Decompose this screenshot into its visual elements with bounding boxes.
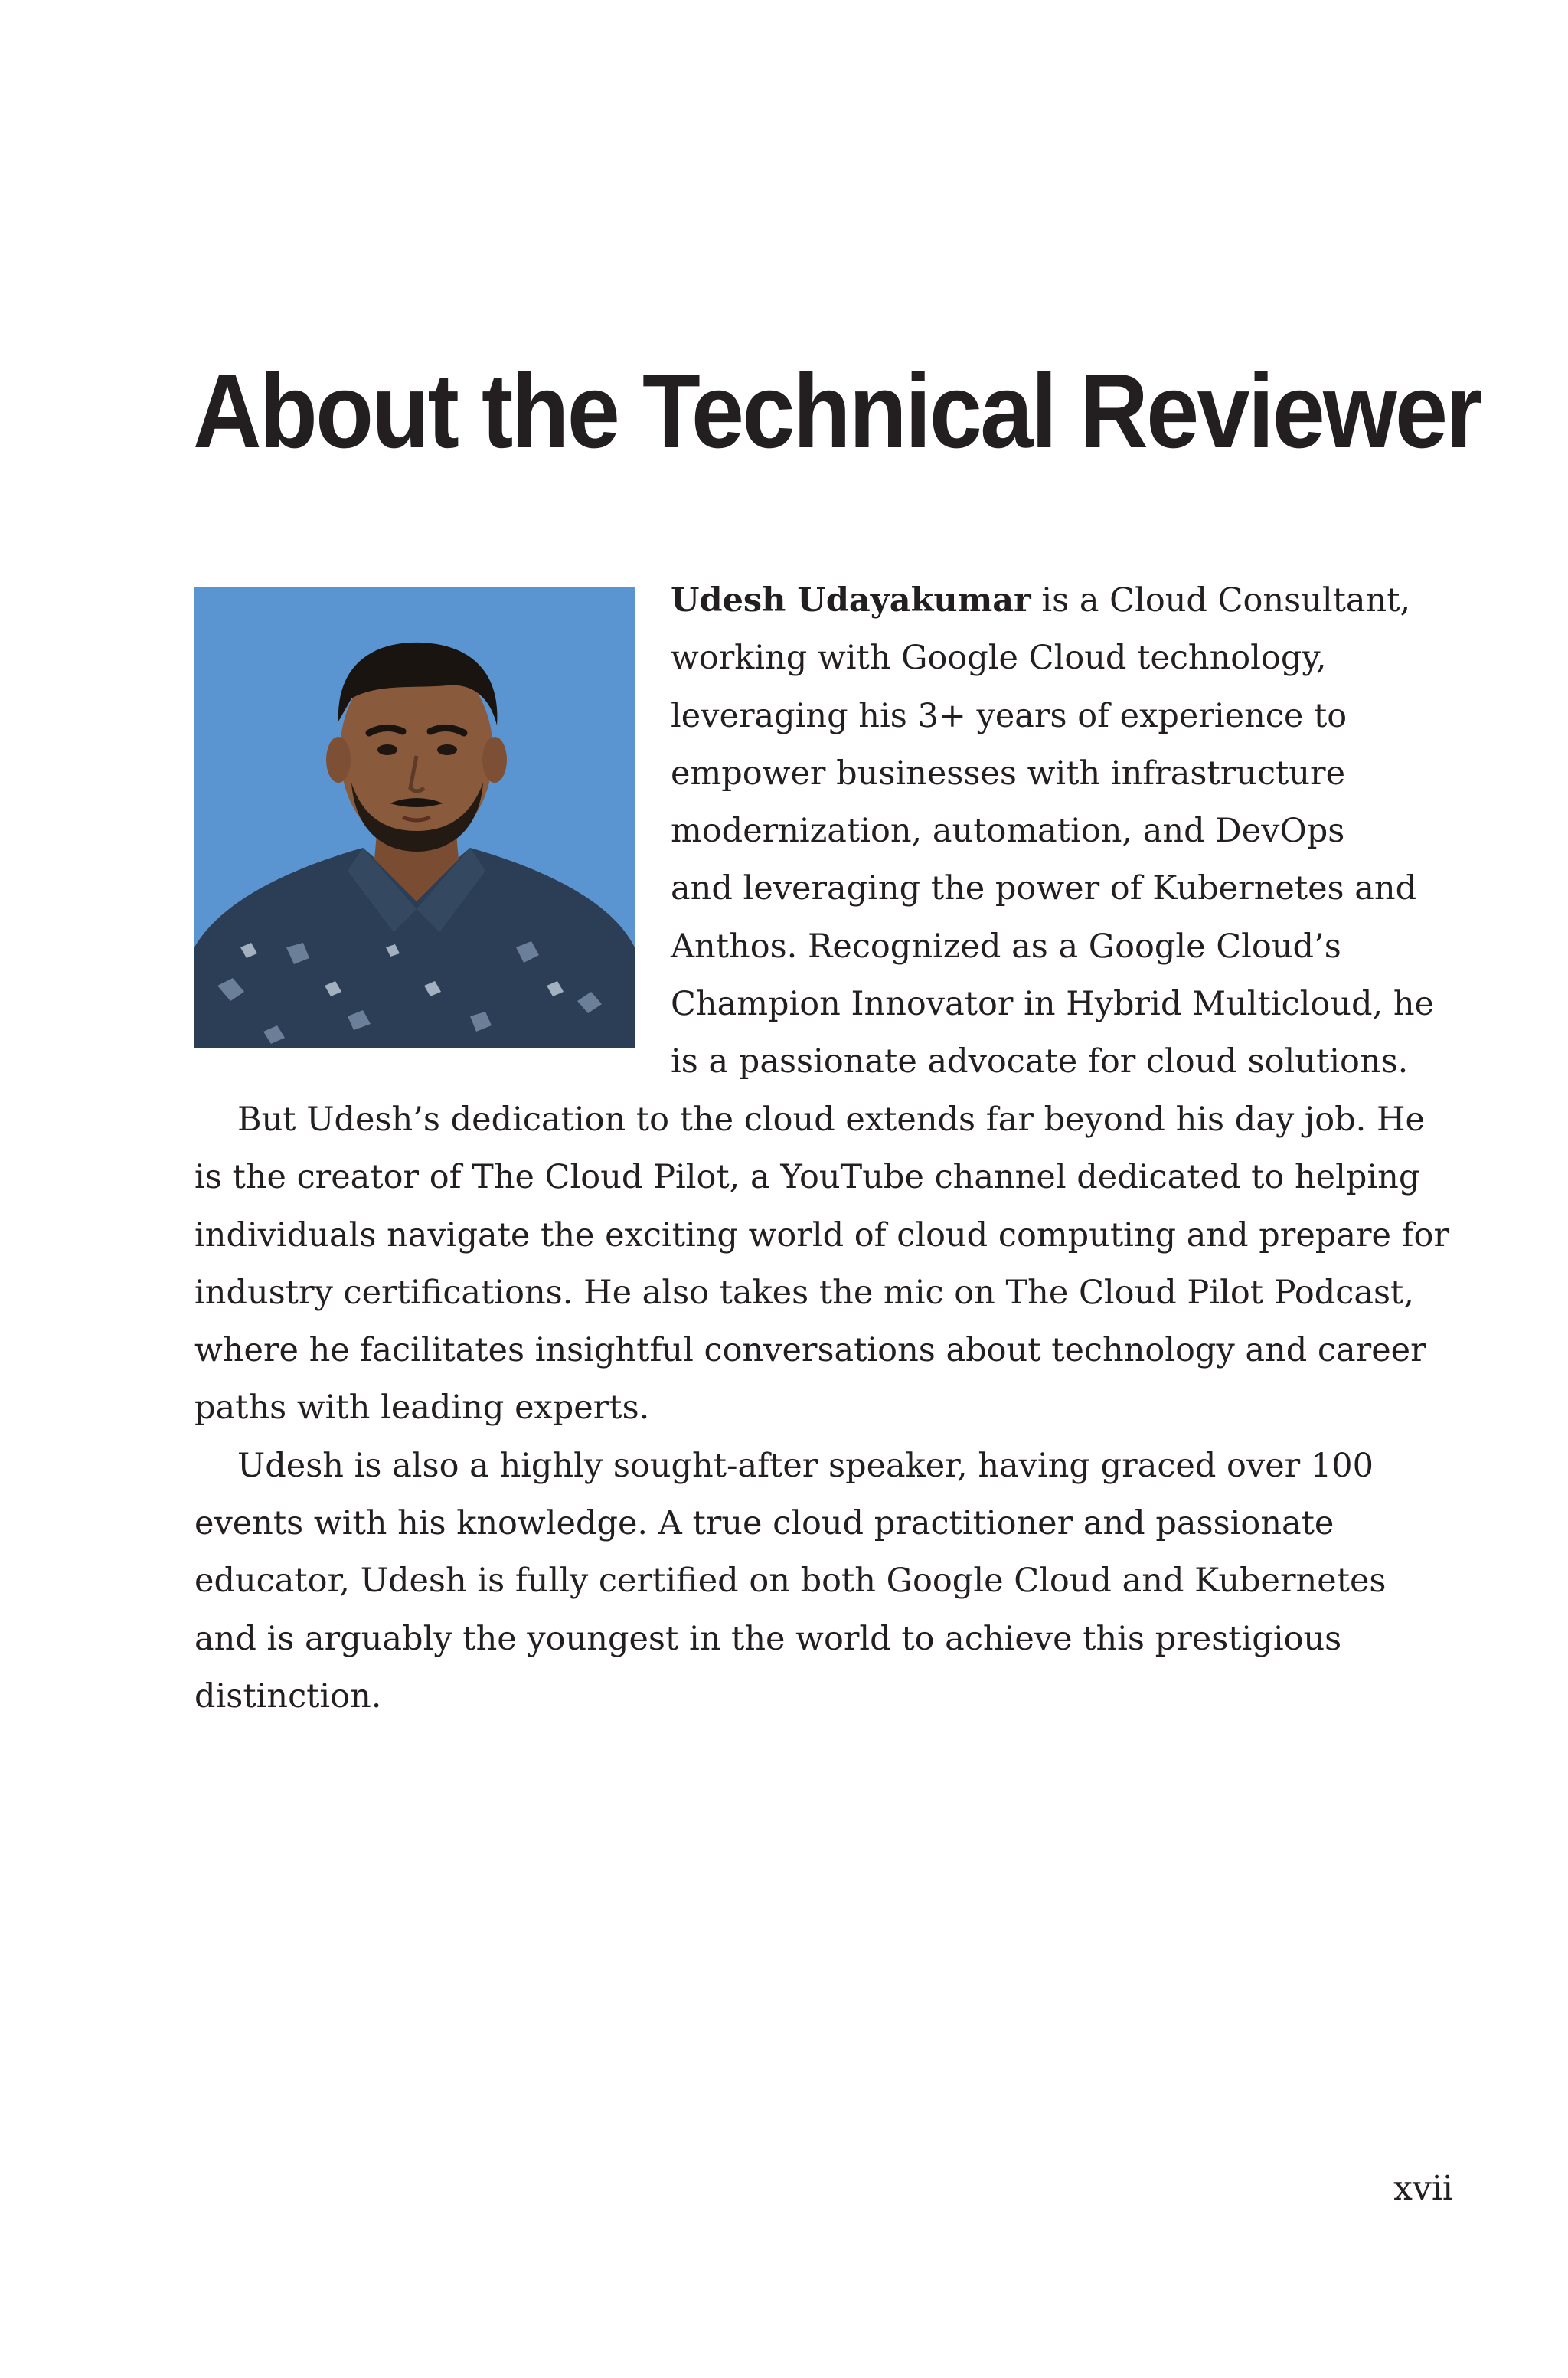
reviewer-name: Udesh Udayakumar [671, 581, 1031, 620]
paragraph-line: and is arguably the youngest in the world to achieve this prestigious [194, 1619, 1342, 1658]
paragraph-line: where he facilitates insightful conversations about technology and career [194, 1331, 1426, 1370]
paragraph-career [194, 1091, 1449, 1438]
intro-line: and leveraging the power of Kubernetes and [671, 869, 1417, 908]
paragraph-speaker [194, 1438, 1449, 1725]
intro-line: empower businesses with infrastructure [671, 754, 1346, 793]
page-title: About the Technical Reviewer [193, 352, 1481, 470]
intro-line-text: is a Cloud Consultant, [1031, 581, 1411, 620]
intro-line: modernization, automation, and DevOps [671, 812, 1345, 851]
reviewer-photo [194, 587, 635, 1048]
intro-line: working with Google Cloud technology, [671, 639, 1327, 678]
paragraph-line: Udesh is also a highly sought-after speaker, having graced over 100 [237, 1446, 1374, 1485]
paragraph-line: educator, Udesh is fully certified on both Google Cloud and Kubernetes [194, 1562, 1387, 1601]
intro-line [671, 572, 1434, 630]
intro-paragraph [671, 572, 1434, 1091]
page-number: xvii [1393, 2169, 1453, 2208]
paragraph-line: paths with leading experts. [194, 1389, 650, 1428]
intro-line: Champion Innovator in Hybrid Multicloud, he [671, 985, 1434, 1024]
paragraph-line: industry certifications. He also takes the mic on The Cloud Pilot Podcast, [194, 1273, 1414, 1312]
paragraph-line: events with his knowledge. A true cloud practitioner and passionate [194, 1504, 1334, 1543]
paragraph-line: But Udesh’s dedication to the cloud extends far beyond his day job. He [237, 1101, 1425, 1139]
portrait-image [194, 587, 635, 1048]
paragraph-line: distinction. [194, 1676, 382, 1716]
paragraph-line: individuals navigate the exciting world of cloud computing and prepare for [194, 1215, 1449, 1254]
body-text [194, 1091, 1449, 1725]
intro-line: leveraging his 3+ years of experience to [671, 696, 1348, 735]
paragraph-line: is the creator of The Cloud Pilot, a YouTube channel dedicated to helping [194, 1158, 1420, 1197]
intro-line: Anthos. Recognized as a Google Cloud’s [671, 927, 1341, 966]
intro-line: is a passionate advocate for cloud solutions. [671, 1042, 1409, 1081]
